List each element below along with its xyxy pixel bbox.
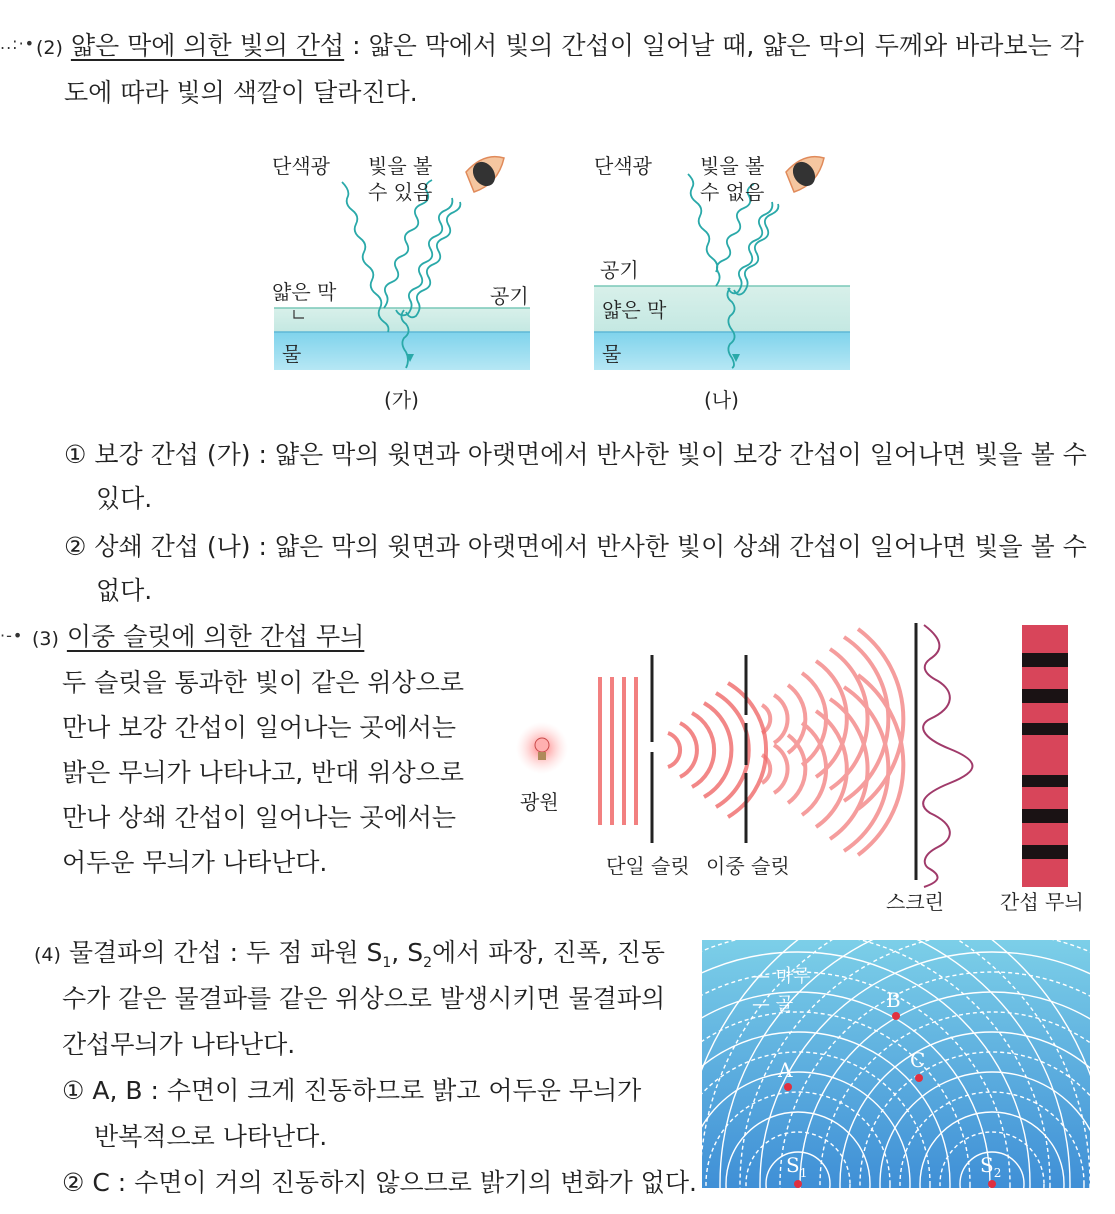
- diagram-a-label-air: 공기: [490, 284, 529, 308]
- section4-item1-line2: 반복적으로 나타난다.: [94, 1122, 328, 1151]
- double-slit-label-source: 광원: [520, 790, 559, 814]
- diagram-b-label-see-2: 수 없음: [700, 180, 765, 204]
- source-s1-label: [786, 1153, 807, 1180]
- section4-heading: [34, 938, 665, 978]
- double-slit-label-pattern: 간섭 무늬: [1000, 890, 1084, 914]
- section3-line: 만나 상쇄 간섭이 일어나는 곳에서는: [62, 803, 457, 832]
- section3-title: 이중 슬릿에 의한 간섭 무늬: [66, 622, 365, 651]
- section2-item1-line2: 있다.: [96, 484, 153, 513]
- point-a-marker: [784, 1083, 792, 1091]
- section4-desc-b: , S: [391, 938, 424, 967]
- water-layer: [274, 332, 530, 370]
- section2-desc-line2: 도에 따라 빛의 색깔이 달라진다.: [64, 78, 418, 107]
- leader-dots: ..:·•: [0, 34, 36, 53]
- water-layer: [594, 332, 850, 370]
- section4-sub2: 2: [423, 955, 432, 971]
- double-slit-label-single: 단일 슬릿: [606, 854, 690, 878]
- diagram-a-caption: (가): [384, 388, 419, 412]
- circular-waves-1: [668, 683, 766, 817]
- source-s2-label: [980, 1153, 1001, 1180]
- section2-colon: :: [344, 31, 369, 60]
- section4-desc-line2: 수가 같은 물결파를 같은 위상으로 발생시키면 물결파의: [62, 984, 666, 1013]
- section4-desc-line3: 간섭무늬가 나타난다.: [62, 1030, 296, 1059]
- section4-desc-a: : 두 점 파원 S: [221, 938, 383, 967]
- section3-line: 두 슬릿을 통과한 빛이 같은 위상으로: [62, 668, 464, 697]
- section4-item1-line1: ① A, B : 수면이 크게 진동하므로 밝고 어두운 무늬가: [62, 1076, 642, 1105]
- section4-title: 물결파의 간섭: [68, 938, 222, 967]
- source-s1-letter: S: [786, 1153, 800, 1177]
- double-slit-label-double: 이중 슬릿: [706, 854, 790, 878]
- point-b-label: B: [886, 988, 901, 1012]
- diagram-a-label-water: 물: [282, 342, 302, 366]
- section3-line: 밝은 무늬가 나타나고, 반대 위상으로: [62, 758, 464, 787]
- section2-number: (2): [36, 37, 63, 59]
- diagram-b-label-air: 공기: [600, 258, 639, 282]
- section2-item2-line2: 없다.: [96, 576, 153, 605]
- double-slit-label-screen: 스크린: [886, 890, 944, 914]
- section3-line: 만나 보강 간섭이 일어나는 곳에서는: [62, 713, 457, 742]
- section3-line: 어두운 무늬가 나타난다.: [62, 848, 328, 877]
- source-s1-marker: [794, 1180, 802, 1188]
- plane-waves: [600, 677, 636, 825]
- section2-item1-line1: ① 보강 간섭 (가) : 얇은 막의 윗면과 아랫면에서 반사한 빛이 보강 간섭이 일어나면 빛을 볼 수: [64, 440, 1087, 469]
- circular-waves-2: [762, 629, 903, 855]
- diagram-b-label-film: 얇은 막: [602, 298, 667, 322]
- interference-pattern: [1022, 625, 1068, 887]
- section3-heading: [32, 622, 364, 654]
- section4-sub1: 1: [382, 955, 392, 971]
- eye-icon: [786, 157, 824, 192]
- diagram-a-label-see-1: 빛을 볼: [368, 154, 433, 178]
- diagram-a-label-film: 얇은 막: [272, 280, 337, 304]
- double-slit-diagram: [510, 615, 1100, 895]
- section2-item2-line1: ② 상쇄 간섭 (나) : 얇은 막의 윗면과 아랫면에서 반사한 빛이 상쇄 간섭이 일어나면 빛을 볼 수: [64, 532, 1087, 561]
- diagram-b-label-source: 단색광: [594, 154, 652, 178]
- diagram-a-label-source: 단색광: [272, 154, 330, 178]
- source-s2-marker: [988, 1180, 996, 1188]
- source-s2-sub: 2: [993, 1166, 1002, 1180]
- section2-desc-line1: 얇은 막에서 빛의 간섭이 일어날 때, 얇은 막의 두께와 바라보는 각: [368, 31, 1084, 60]
- section3-number: (3): [32, 628, 59, 650]
- section2-heading: [36, 31, 1084, 63]
- point-c-label: C: [910, 1048, 926, 1072]
- wave-legend-trough: — 골: [752, 994, 794, 1015]
- diagram-a-label-see-2: 수 있음: [368, 180, 433, 204]
- source-s1-sub: 1: [799, 1166, 808, 1180]
- leader-dots: ·-•: [0, 626, 24, 645]
- wave-legend-crest: — 마루: [752, 966, 811, 987]
- point-b-marker: [892, 1012, 900, 1020]
- eye-icon: [466, 157, 504, 192]
- point-a-label: A: [778, 1058, 793, 1082]
- diagram-b-label-water: 물: [602, 342, 622, 366]
- section4-desc-c: 에서 파장, 진폭, 진동: [431, 938, 665, 967]
- diagram-b-label-see-1: 빛을 볼: [700, 154, 765, 178]
- source-s2-letter: S: [980, 1153, 994, 1177]
- light-bulb-icon: [516, 722, 568, 774]
- point-c-marker: [915, 1074, 923, 1082]
- section2-title: 얇은 막에 의한 빛의 간섭: [70, 31, 345, 60]
- section4-number: (4): [34, 944, 61, 966]
- intensity-curve: [923, 625, 972, 887]
- diagram-b-caption: (나): [704, 388, 739, 412]
- section4-item2: ② C : 수면이 거의 진동하지 않으므로 밝기의 변화가 없다.: [62, 1168, 697, 1197]
